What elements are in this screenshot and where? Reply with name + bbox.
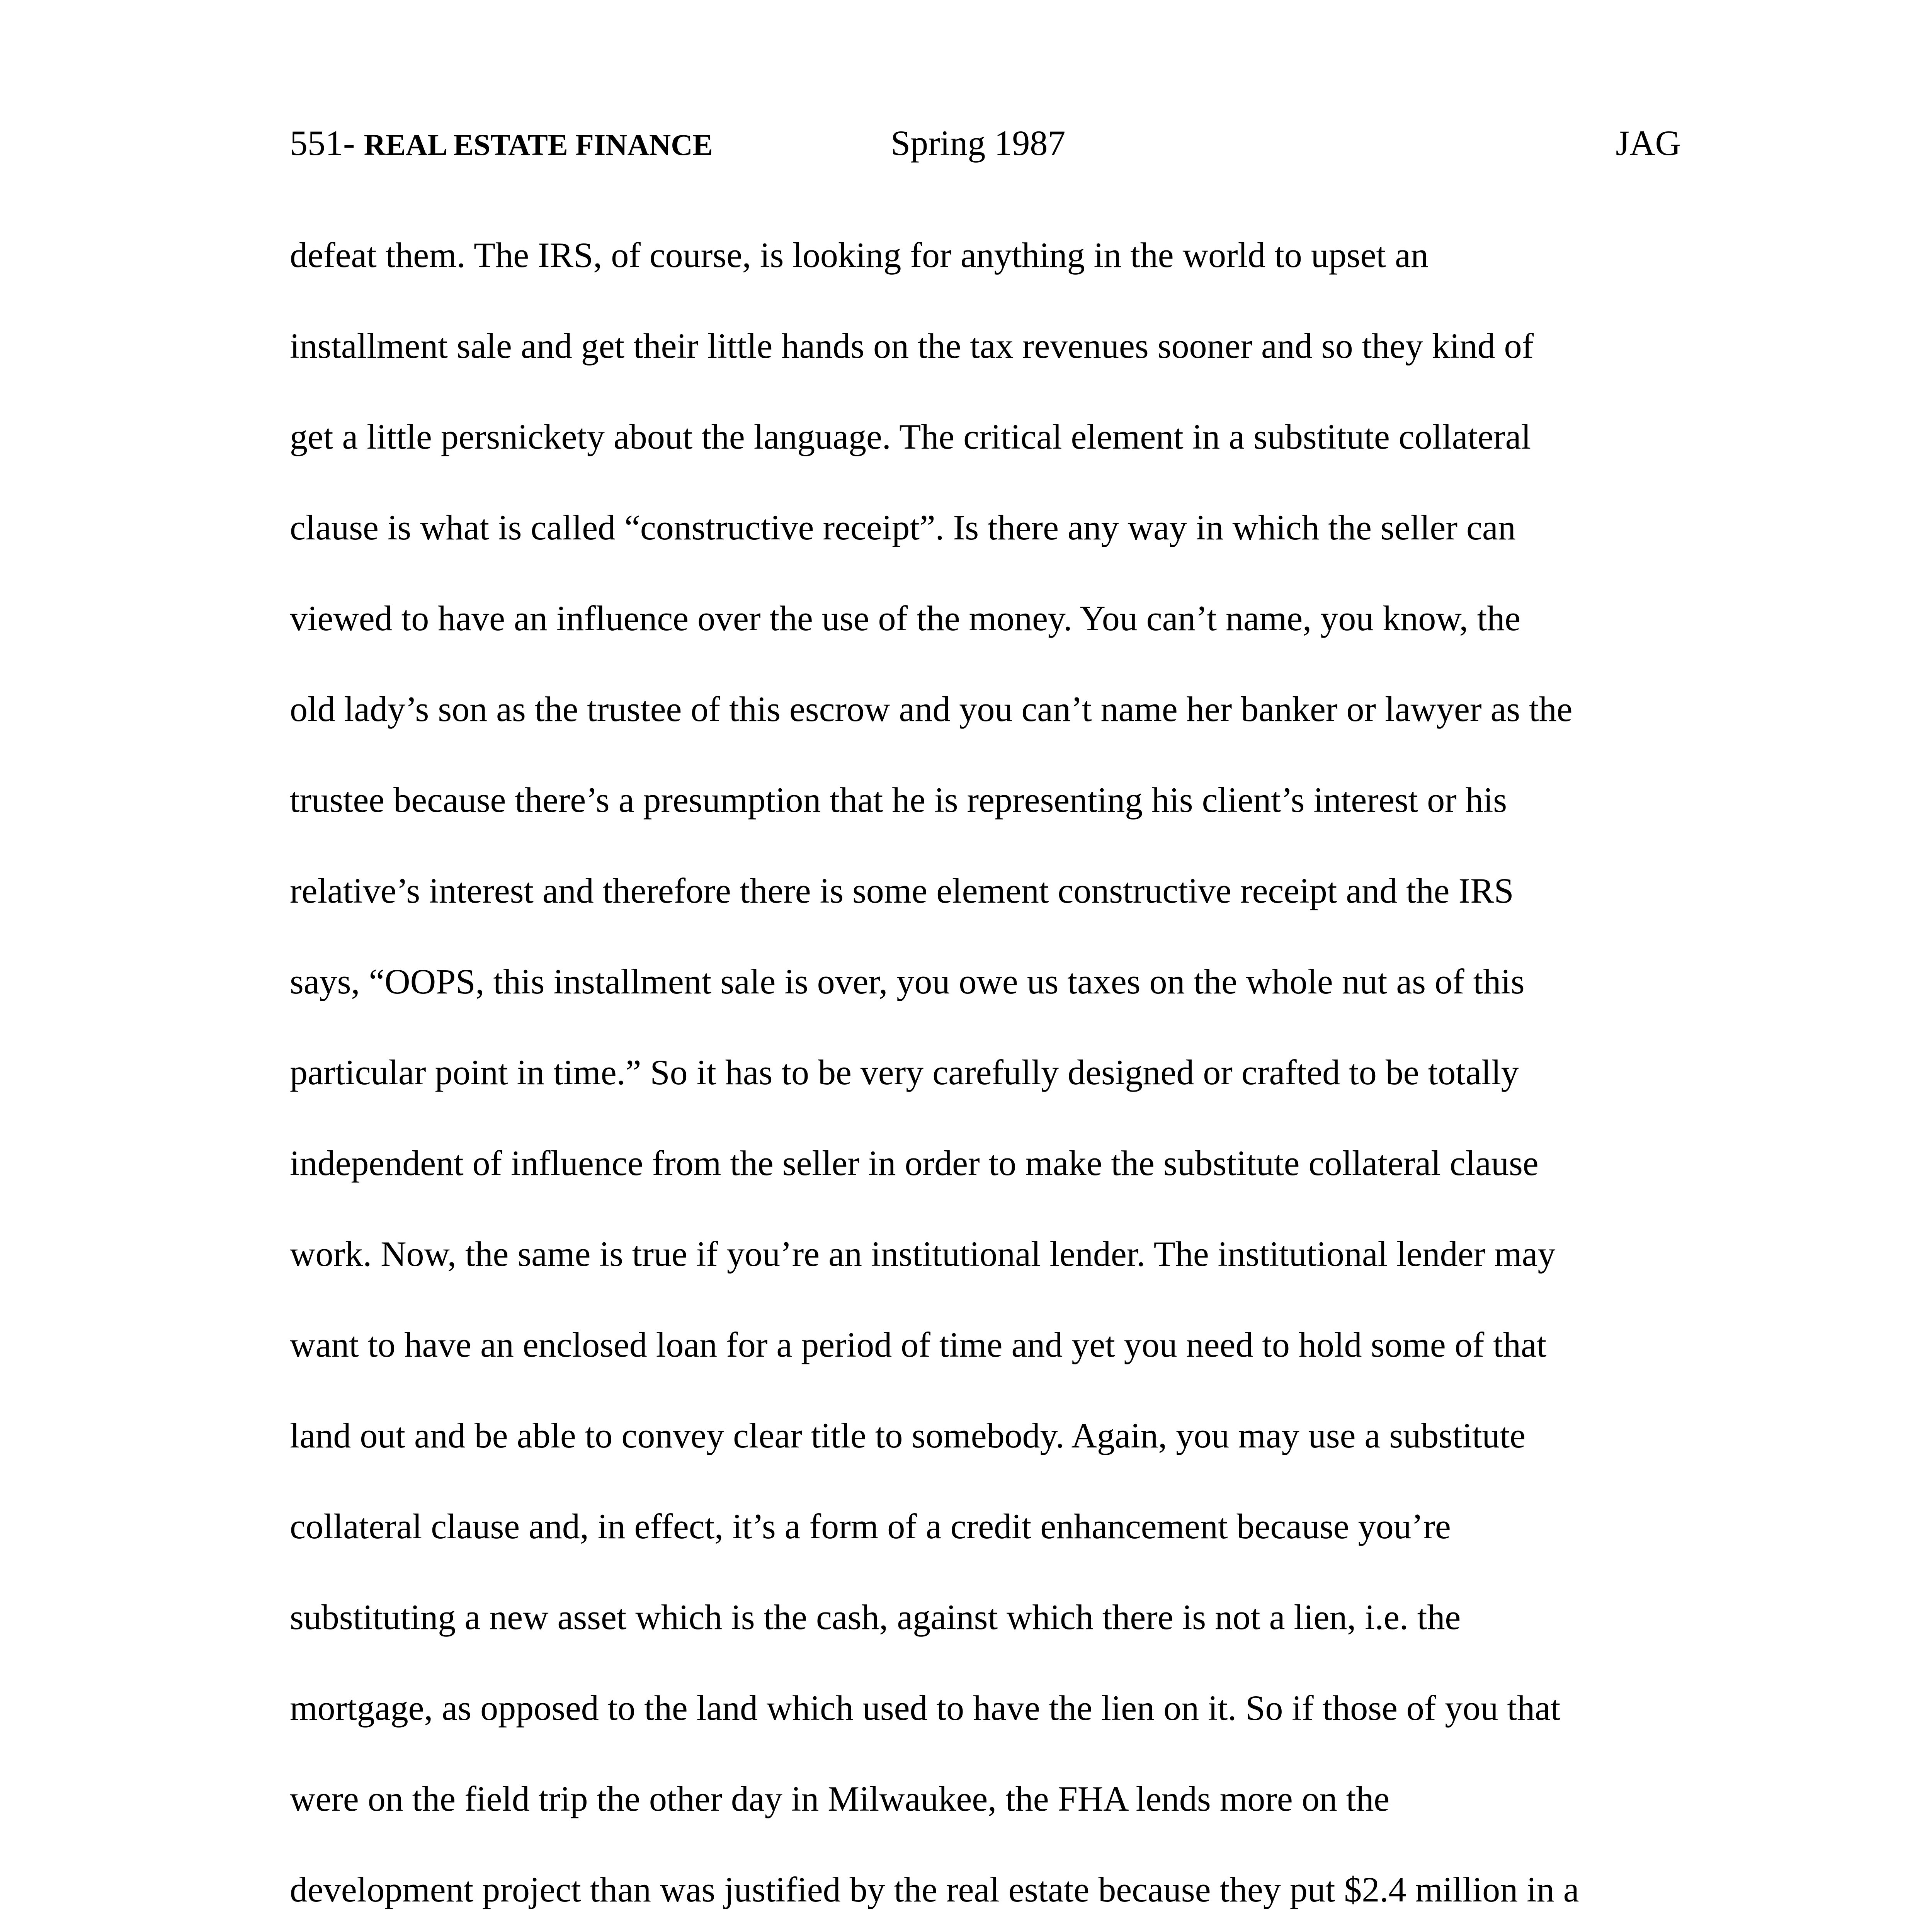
author-initials: JAG	[1616, 123, 1681, 163]
text-line: get a little persnickety about the language. The critical element in a substitute collateral	[290, 417, 1531, 456]
text-line: development project than was justified by the real estate because they put $2.4 million in a	[290, 1870, 1579, 1909]
text-line: substituting a new asset which is the cash, against which there is not a lien, i.e. the	[290, 1597, 1461, 1637]
text-line: clause is what is called “constructive receipt”. Is there any way in which the seller can	[290, 508, 1516, 547]
text-line: old lady’s son as the trustee of this escrow and you can’t name her banker or lawyer as the	[290, 689, 1573, 729]
term: Spring 1987	[891, 123, 1066, 163]
text-line: relative’s interest and therefore there is some element constructive receipt and the IRS	[290, 871, 1514, 910]
text-line: were on the field trip the other day in Milwaukee, the FHA lends more on the	[290, 1779, 1390, 1818]
body-text	[290, 222, 1681, 1932]
course-number: 551-	[290, 123, 355, 163]
text-line: want to have an enclosed loan for a period of time and yet you need to hold some of that	[290, 1325, 1547, 1364]
text-line: mortgage, as opposed to the land which used to have the lien on it. So if those of you that	[290, 1688, 1561, 1728]
text-line: installment sale and get their little hands on the tax revenues sooner and so they kind of	[290, 326, 1534, 366]
text-line: collateral clause and, in effect, it’s a form of a credit enhancement because you’re	[290, 1507, 1451, 1546]
text-line: work. Now, the same is true if you’re an institutional lender. The institutional lender may	[290, 1234, 1556, 1274]
course-title	[290, 116, 713, 172]
text-line: says, “OOPS, this installment sale is over, you owe us taxes on the whole nut as of this	[290, 962, 1525, 1001]
text-line: viewed to have an influence over the use of the money. You can’t name, you know, the	[290, 599, 1521, 638]
course-name: REAL ESTATE FINANCE	[364, 128, 713, 162]
text-line: independent of influence from the seller in order to make the substitute collateral clause	[290, 1143, 1539, 1183]
text-line: land out and be able to convey clear title to somebody. Again, you may use a substitute	[290, 1416, 1526, 1455]
text-line: trustee because there’s a presumption that he is representing his client’s interest or his	[290, 780, 1507, 820]
page-header	[290, 116, 1681, 170]
text-line: particular point in time.” So it has to be very carefully designed or crafted to be totally	[290, 1053, 1519, 1092]
text-line: defeat them. The IRS, of course, is looking for anything in the world to upset an	[290, 235, 1429, 275]
